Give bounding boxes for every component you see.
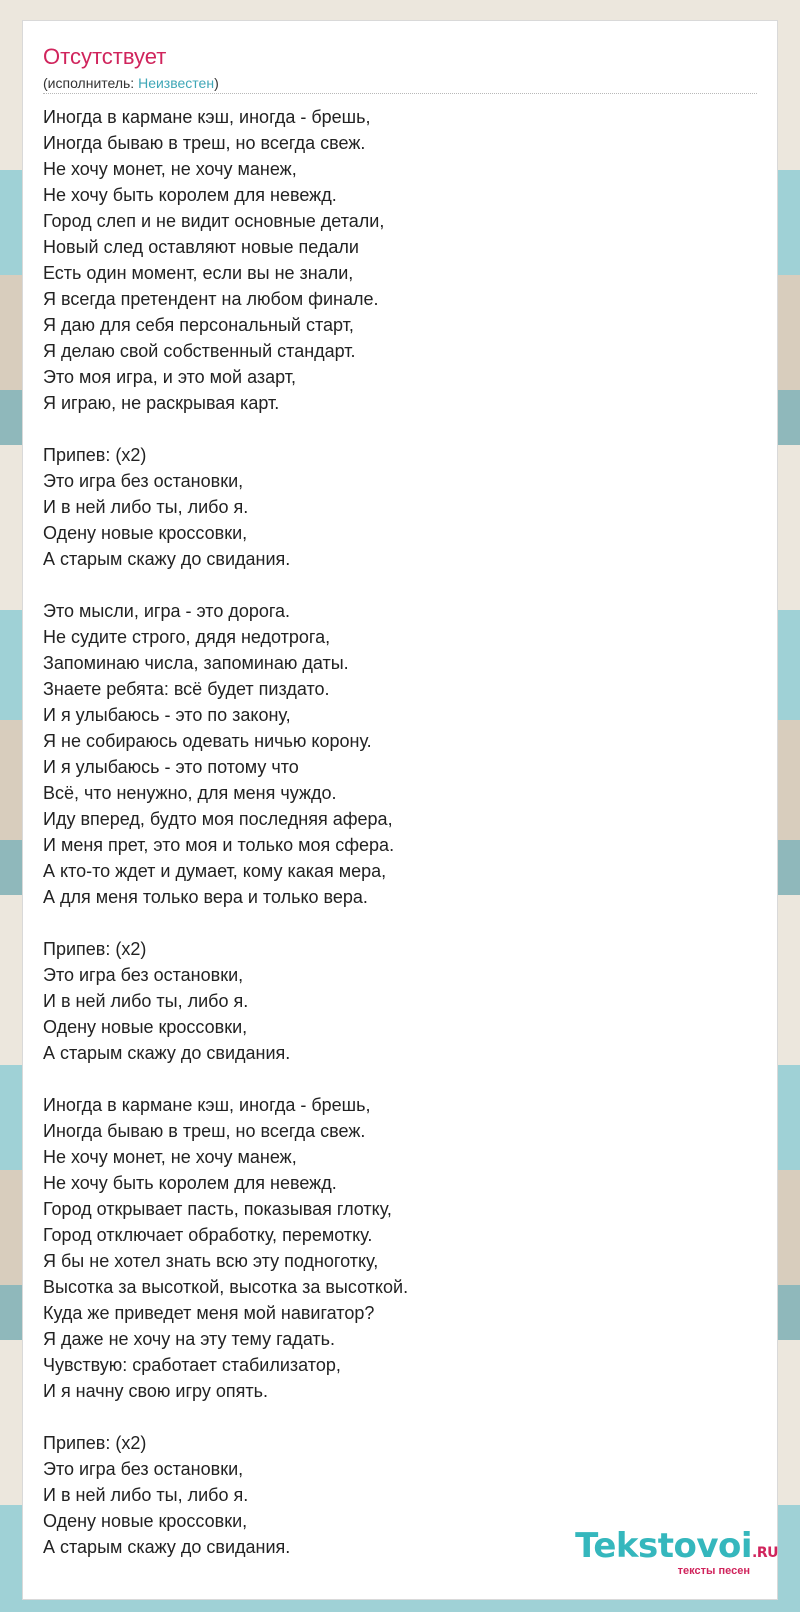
artist-suffix: ) xyxy=(214,75,219,91)
logo-tld: .RU xyxy=(752,1545,778,1561)
divider xyxy=(43,93,757,94)
song-title: Отсутствует xyxy=(43,44,167,69)
artist-line xyxy=(43,74,219,92)
logo-name: Tekstovoi xyxy=(575,1526,753,1566)
site-logo[interactable] xyxy=(575,1528,778,1577)
artist-prefix: (исполнитель: xyxy=(43,75,139,91)
lyrics-card xyxy=(22,20,778,1600)
artist-link[interactable]: Неизвестен xyxy=(138,75,215,91)
lyrics-text: Иногда в кармане кэш, иногда - брешь, Иногда бываю в треш, но всегда свеж. Не хочу монет, не хочу манеж, Не хочу быть королем для невежд. Город слеп и не видит основные детали, Новый след оставляют новые педали Есть один момент, если вы не знали, Я всегда претендент на любом финале. Я даю для себя персональный старт, Я делаю свой собственный стандарт. Это моя игра, и это мой азарт, Я играю, не раскрывая карт. Припев: (x2) Это игра без остановки, И в ней либо ты, либо я. Одену новые кроссовки, А старым скажу до свидания. Это мысли, игра - это дорога. Не судите строго, дядя недотрога, Запоминаю числа, запоминаю даты. Знаете ребята: всё будет пиздато. И я улыбаюсь - это по закону, Я не собираюсь одевать ничью корону. И я улыбаюсь - это потому что Всё, что ненужно, для меня чуждо. Иду вперед, будто моя последняя афера, И меня прет, это моя и только моя сфера. А кто-то ждет и думает, кому какая мера, А для меня только вера и только вера. Припев: (x2) Это игра без остановки, И в ней либо ты, либо я. Одену новые кроссовки, А старым скажу до свидания. Иногда в кармане кэш, иногда - брешь, Иногда бываю в треш, но всегда свеж. Не хочу монет, не хочу манеж, Не хочу быть королем для невежд. Город открывает пасть, показывая глотку, Город отключает обработку, перемотку. Я бы не хотел знать всю эту подноготку, Высотка за высоткой, высотка за высоткой. Куда же приведет меня мой навигатор? Я даже не хочу на эту тему гадать. Чувствую: сработает стабилизатор, И я начну свою игру опять. Припев: (x2) Это игра без остановки, И в ней либо ты, либо я. Одену новые кроссовки, А старым скажу до свидания. xyxy=(43,107,409,1557)
logo-tagline: тексты песен xyxy=(677,1565,750,1577)
